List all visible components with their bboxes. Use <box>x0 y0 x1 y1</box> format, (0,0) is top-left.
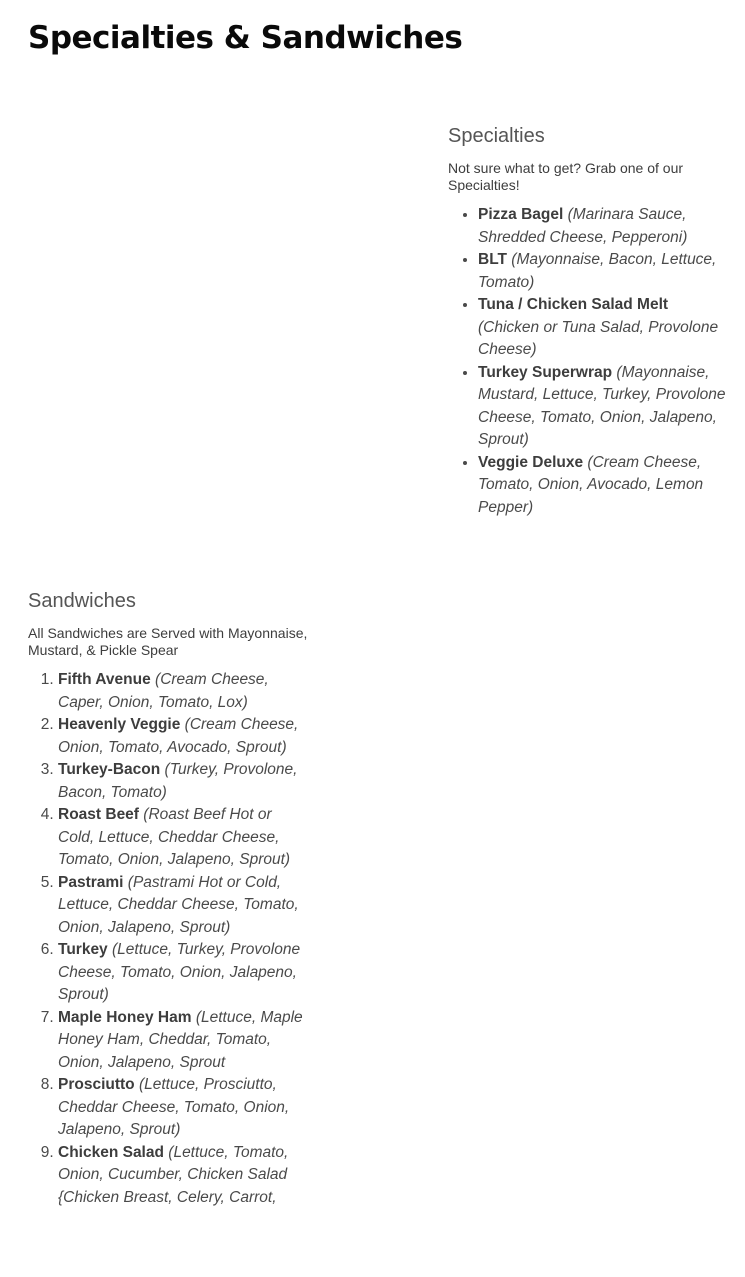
item-name: Heavenly Veggie <box>58 716 181 733</box>
list-item <box>58 714 308 759</box>
item-name: BLT <box>478 251 507 268</box>
item-description: (Chicken or Tuna Salad, Provolone Cheese) <box>478 318 719 358</box>
item-name: Prosciutto <box>58 1076 135 1093</box>
page-title: Specialties & Sandwiches <box>28 20 463 56</box>
item-name: Veggie Deluxe <box>478 453 584 471</box>
sandwiches-list <box>28 669 308 1209</box>
specialties-section <box>448 124 728 519</box>
item-name: Roast Beef <box>58 806 139 823</box>
list-item <box>58 669 308 714</box>
item-description: (Marinara Sauce, Shredded Cheese, Pepperoni) <box>478 206 688 246</box>
list-item <box>58 939 308 1007</box>
item-name: Pizza Bagel <box>478 206 564 223</box>
list-item <box>58 1074 308 1142</box>
sandwiches-heading: Sandwiches <box>28 590 136 612</box>
list-item <box>478 294 728 362</box>
item-description: (Cream Cheese, Caper, Onion, Tomato, Lox) <box>58 671 269 711</box>
item-description: (Lettuce, Maple Honey Ham, Cheddar, Tomato, Onion, Jalapeno, Sprout <box>58 1008 303 1071</box>
item-description: (Cream Cheese, Tomato, Onion, Avocado, Lemon Pepper) <box>478 453 704 516</box>
list-item <box>58 804 308 872</box>
item-name: Maple Honey Ham <box>58 1008 192 1026</box>
list-item <box>58 872 308 940</box>
specialties-note: Not sure what to get? Grab one of our Specialties! <box>448 160 684 193</box>
item-description: (Mayonnaise, Mustard, Lettuce, Turkey, Provolone Cheese, Tomato, Onion, Jalapeno, Sprout) <box>478 363 726 448</box>
item-name: Pastrami <box>58 873 124 891</box>
item-description: (Lettuce, Tomato, Onion, Cucumber, Chicken Salad {Chicken Breast, Celery, Carrot, <box>58 1143 289 1206</box>
item-name: Turkey-Bacon <box>58 761 161 778</box>
item-name: Fifth Avenue <box>58 671 151 688</box>
item-description: (Pastrami Hot or Cold, Lettuce, Cheddar Cheese, Tomato, Onion, Jalapeno, Sprout) <box>58 873 299 936</box>
item-description: (Turkey, Provolone, Bacon, Tomato) <box>58 761 298 801</box>
list-item <box>478 452 728 520</box>
item-description: (Lettuce, Turkey, Provolone Cheese, Tomato, Onion, Jalapeno, Sprout) <box>58 941 301 1003</box>
item-name: Chicken Salad <box>58 1143 164 1161</box>
specialties-heading: Specialties <box>448 125 545 147</box>
item-description: (Cream Cheese, Onion, Tomato, Avocado, Sprout) <box>58 716 299 756</box>
item-description: (Lettuce, Prosciutto, Cheddar Cheese, Tomato, Onion, Jalapeno, Sprout) <box>58 1076 290 1138</box>
list-item <box>478 362 728 452</box>
list-item <box>58 1142 308 1210</box>
item-name: Tuna / Chicken Salad Melt <box>478 296 669 313</box>
item-description: (Mayonnaise, Bacon, Lettuce, Tomato) <box>478 251 717 291</box>
item-name: Turkey Superwrap <box>478 363 613 381</box>
list-item <box>478 204 728 249</box>
item-name: Turkey <box>58 941 108 958</box>
list-item <box>478 249 728 294</box>
sandwiches-note: All Sandwiches are Served with Mayonnaise, Mustard, & Pickle Spear <box>28 625 308 658</box>
list-item <box>58 759 308 804</box>
specialties-list <box>448 204 728 519</box>
item-description: (Roast Beef Hot or Cold, Lettuce, Cheddar Cheese, Tomato, Onion, Jalapeno, Sprout) <box>58 806 291 868</box>
sandwiches-section <box>28 589 308 1209</box>
list-item <box>58 1007 308 1075</box>
